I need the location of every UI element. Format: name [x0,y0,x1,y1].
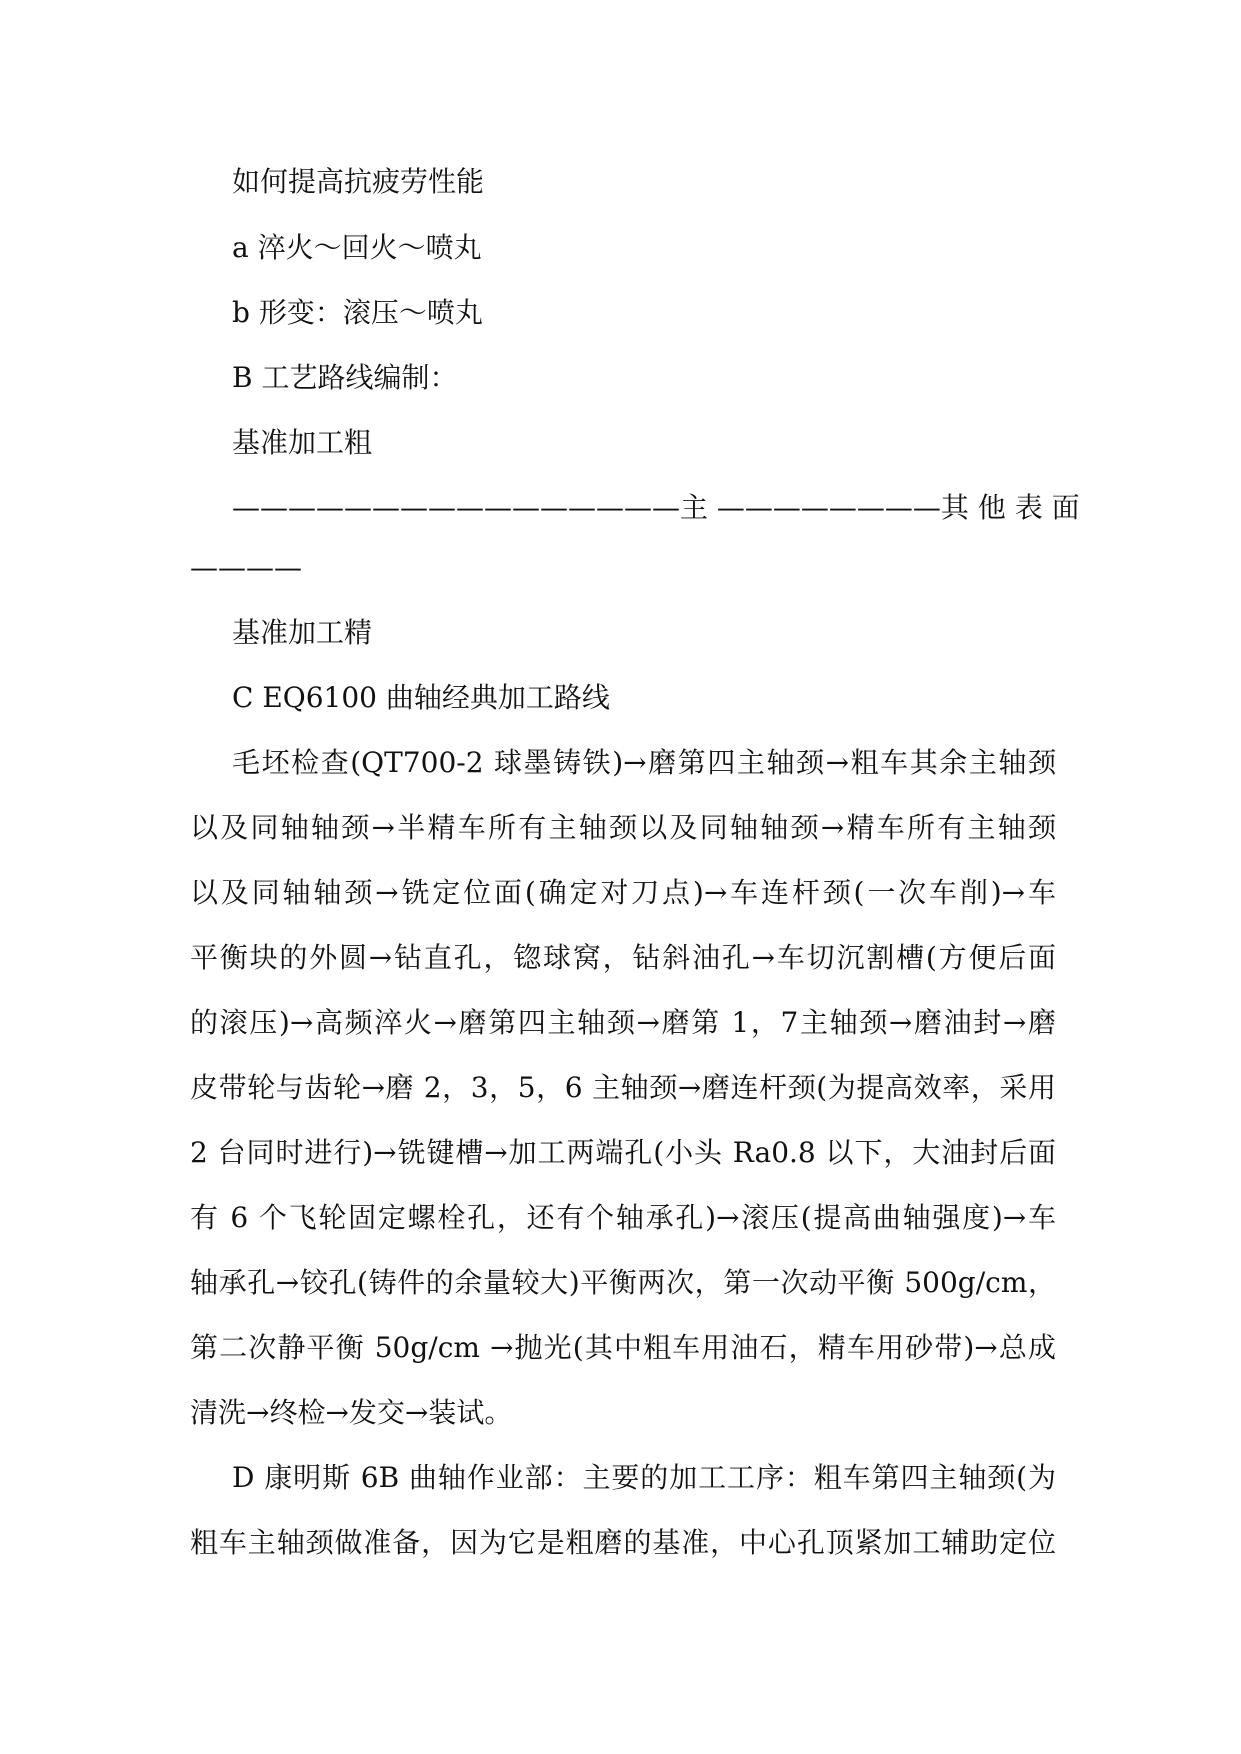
paragraph-line: 基准加工粗 [232,426,373,459]
paragraph-line: 的滚压)→高频淬火→磨第四主轴颈→磨第 1，7主轴颈→磨油封→磨 [190,1006,1056,1039]
list-item-b: b 形变：滚压～喷丸 [232,296,483,329]
paragraph-line: 皮带轮与齿轮→磨 2，3，5，6 主轴颈→磨连杆颈(为提高效率，采用 [190,1071,1056,1104]
paragraph-line: 基准加工精 [232,616,373,649]
paragraph-line: 2 台同时进行)→铣键槽→加工两端孔(小头 Ra0.8 以下，大油封后面 [190,1136,1056,1169]
paragraph-line: 轴承孔→铰孔(铸件的余量较大)平衡两次，第一次动平衡 500g/cm， [190,1266,1056,1299]
paragraph-line: 平衡块的外圆→钻直孔，锪球窝，钻斜油孔→车切沉割槽(方便后面 [190,941,1056,974]
paragraph-line: 以及同轴轴颈→铣定位面(确定对刀点)→车连杆颈(一次车削)→车 [190,876,1056,909]
heading-fatigue: 如何提高抗疲劳性能 [232,165,485,198]
section-heading-c: C EQ6100 曲轴经典加工路线 [232,681,610,714]
paragraph-line-dashes: ———— [190,551,302,584]
section-heading-d: D 康明斯 6B 曲轴作业部：主要的加工工序：粗车第四主轴颈(为 [232,1461,1056,1494]
paragraph-line-dashes: ————————————————主 ————————其 他 表 面 [232,491,1080,524]
list-item-a: a 淬火～回火～喷丸 [232,231,482,264]
paragraph-line: 有 6 个飞轮固定螺栓孔，还有个轴承孔)→滚压(提高曲轴强度)→车 [190,1201,1056,1234]
section-heading-b: B 工艺路线编制： [232,361,458,394]
paragraph-line: 粗车主轴颈做准备，因为它是粗磨的基准，中心孔顶紧加工辅助定位 [190,1526,1056,1559]
paragraph-line: 毛坯检查(QT700-2 球墨铸铁)→磨第四主轴颈→粗车其余主轴颈 [232,746,1056,779]
paragraph-line: 以及同轴轴颈→半精车所有主轴颈以及同轴轴颈→精车所有主轴颈 [190,811,1056,844]
paragraph-line: 清洗→终检→发交→装试。 [190,1396,513,1429]
paragraph-line: 第二次静平衡 50g/cm →抛光(其中粗车用油石，精车用砂带)→总成 [190,1331,1056,1364]
